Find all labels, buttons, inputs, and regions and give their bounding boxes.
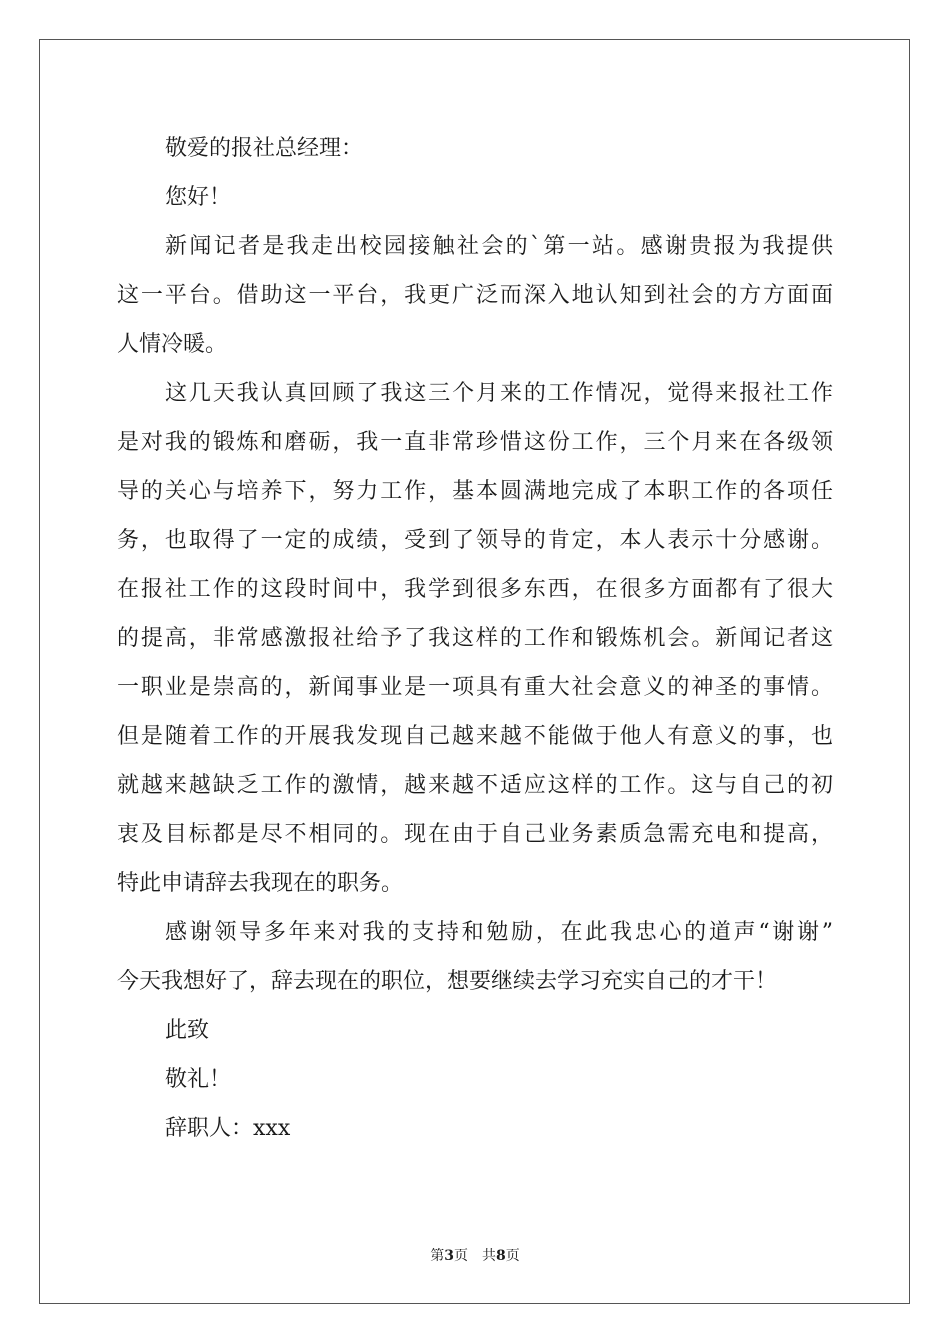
paragraph-2-line-9: 就越来越缺乏工作的激情，越来越不适应这样的工作。这与自己的初 xyxy=(117,773,833,798)
paragraph-2-line-6: 的提高，非常感激报社给予了我这样的工作和锻炼机会。新闻记者这 xyxy=(117,626,833,651)
page-current: 3 xyxy=(444,1248,454,1264)
signature: 辞职人：xxx xyxy=(165,1116,291,1141)
paragraph-2-line-8: 但是随着工作的开展我发现自己越来越不能做于他人有意义的事，也 xyxy=(117,724,833,749)
paragraph-2-line-2: 是对我的锻炼和磨砺，我一直非常珍惜这份工作，三个月来在各级领 xyxy=(117,430,833,455)
closing-line-1: 此致 xyxy=(165,1018,210,1043)
page-prefix: 第 xyxy=(430,1248,445,1264)
salutation: 敬爱的报社总经理： xyxy=(165,136,364,161)
paragraph-2-line-3: 导的关心与培养下，努力工作，基本圆满地完成了本职工作的各项任 xyxy=(117,479,833,504)
paragraph-2-line-4: 务，也取得了一定的成绩，受到了领导的肯定，本人表示十分感谢。 xyxy=(117,528,833,553)
paragraph-3-line-1: 感谢领导多年来对我的支持和勉励，在此我忠心的道声“谢谢” xyxy=(165,920,833,945)
paragraph-2-line-11: 特此申请辞去我现在的职务。 xyxy=(117,871,404,896)
paragraph-2-line-7: 一职业是崇高的，新闻事业是一项具有重大社会意义的神圣的事情。 xyxy=(117,675,833,700)
page-mid: 页 共 xyxy=(454,1248,496,1264)
paragraph-1-line-3: 人情冷暖。 xyxy=(117,332,228,357)
paragraph-2-line-1: 这几天我认真回顾了我这三个月来的工作情况，觉得来报社工作 xyxy=(165,381,833,406)
paragraph-3-line-2: 今天我想好了，辞去现在的职位，想要继续去学习充实自己的才干！ xyxy=(117,969,778,994)
paragraph-1-line-2: 这一平台。借助这一平台，我更广泛而深入地认知到社会的方方面面 xyxy=(117,283,833,308)
letter-body xyxy=(117,124,833,1153)
paragraph-1-line-1: 新闻记者是我走出校园接触社会的`第一站。感谢贵报为我提供 xyxy=(165,234,833,259)
paragraph-2-line-5: 在报社工作的这段时间中，我学到很多东西，在很多方面都有了很大 xyxy=(117,577,833,602)
closing-line-2: 敬礼！ xyxy=(165,1067,232,1092)
paragraph-2-line-10: 衷及目标都是尽不相同的。现在由于自己业务素质急需充电和提高， xyxy=(117,822,833,847)
greeting: 您好！ xyxy=(165,185,232,210)
page-number-footer xyxy=(0,1247,950,1265)
page-suffix: 页 xyxy=(505,1248,520,1264)
page-total: 8 xyxy=(496,1248,506,1264)
